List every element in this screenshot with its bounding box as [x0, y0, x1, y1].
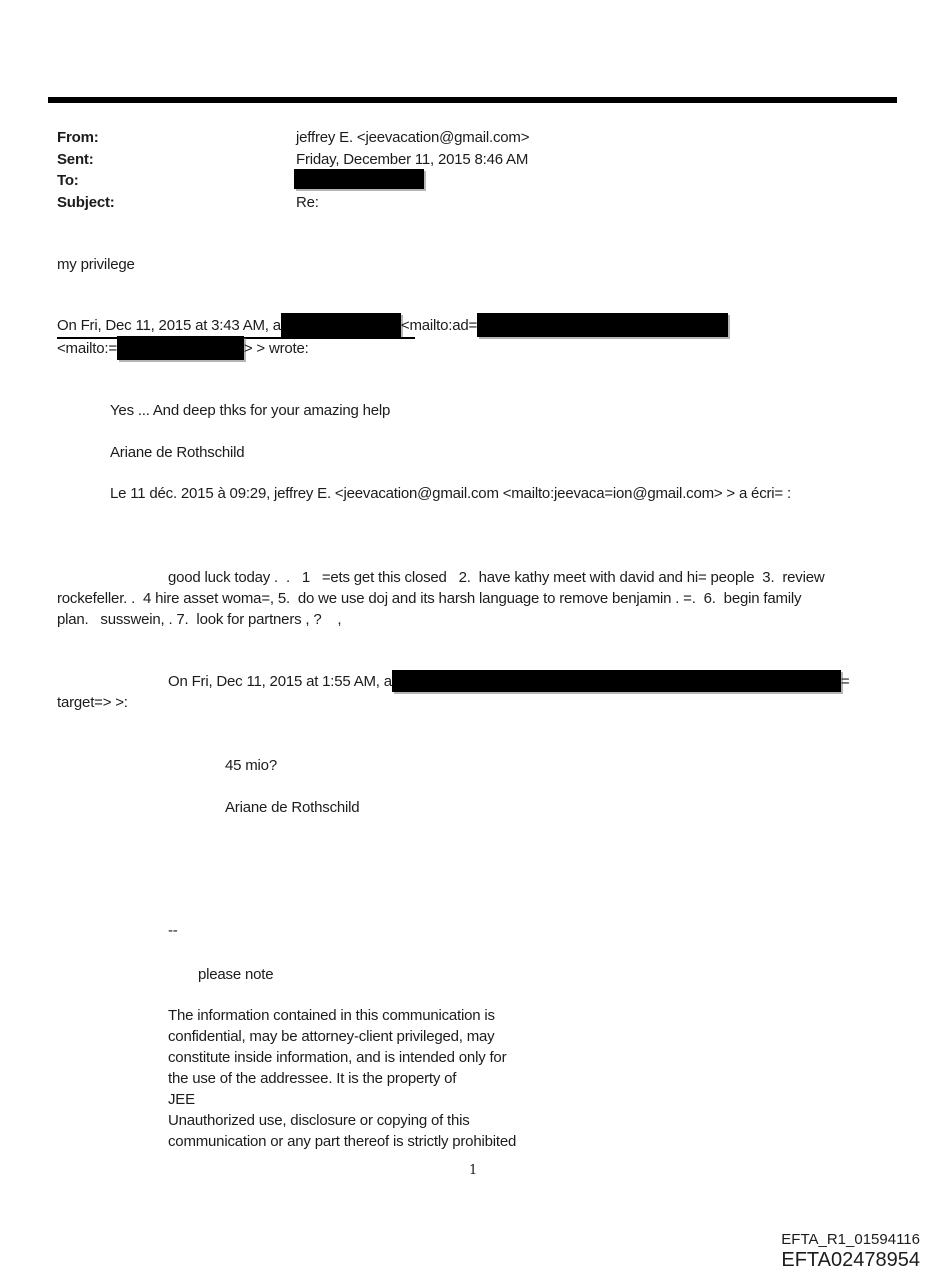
jeffrey-msg-line2: rockefeller. . 4 hire asset woma=, 5. do we use doj and its harsh language to remove benjamin . =. 6. begin family — [57, 590, 802, 607]
jeffrey-msg-line1: good luck today . . 1 =ets get this closed 2. have kathy meet with david and hi= people 3. review — [168, 569, 825, 586]
to-label: To: — [57, 172, 79, 189]
bates-number-top: EFTA_R1_01594116 — [781, 1231, 920, 1248]
disclaimer-line: communication or any part thereof is strictly prohibited — [168, 1133, 517, 1150]
from-label: From: — [57, 129, 99, 146]
quote2-line1-pre: On Fri, Dec 11, 2015 at 1:55 AM, a — [168, 672, 392, 690]
bates-number-bottom: EFTA02478954 — [781, 1249, 920, 1271]
reply1-quote-header: Le 11 déc. 2015 à 09:29, jeffrey E. <jeevacation@gmail.com <mailto:jeevaca=ion@gmail.com> > a écri= : — [110, 485, 791, 502]
quote2-line2: target=> >: — [57, 694, 128, 711]
disclaimer-line: Unauthorized use, disclosure or copying of this — [168, 1112, 470, 1129]
redaction-bar — [281, 313, 401, 337]
quote2-line1 — [168, 669, 849, 693]
from-value: jeffrey E. <jeevacation@gmail.com> — [296, 129, 530, 146]
redaction-bar — [117, 336, 244, 360]
reply1-text: Yes ... And deep thks for your amazing help — [110, 402, 391, 419]
subject-value: Re: — [296, 194, 319, 211]
signature-divider: -- — [168, 922, 178, 939]
reply2-signature: Ariane de Rothschild — [225, 799, 360, 816]
to-redaction-bar — [294, 169, 424, 189]
quote1-line2-post: > > wrote: — [243, 339, 309, 357]
quote1-line2-pre: <mailto:= — [57, 339, 117, 357]
disclaimer-line: the use of the addressee. It is the property of — [168, 1070, 457, 1087]
sent-value: Friday, December 11, 2015 8:46 AM — [296, 151, 529, 168]
quote2-line1-post: = — [840, 672, 850, 690]
subject-label: Subject: — [57, 194, 115, 211]
page-number: 1 — [469, 1163, 478, 1178]
quote1-line1-pre: On Fri, Dec 11, 2015 at 3:43 AM, a — [57, 316, 281, 334]
redaction-bar — [477, 313, 728, 337]
sent-label: Sent: — [57, 151, 94, 168]
redaction-bar — [392, 670, 841, 692]
quote1-line2 — [57, 336, 309, 360]
reply2-text: 45 mio? — [225, 757, 277, 774]
disclaimer-line: The information contained in this communication is — [168, 1007, 495, 1024]
note-header: please note — [198, 966, 274, 983]
reply1-signature: Ariane de Rothschild — [110, 444, 245, 461]
quote1-line1 — [57, 313, 728, 337]
body-intro: my privilege — [57, 256, 135, 273]
top-divider-rule — [48, 97, 897, 103]
disclaimer-line: constitute inside information, and is intended only for — [168, 1049, 507, 1066]
jeffrey-msg-line3: plan. susswein, . 7. look for partners , ? , — [57, 611, 342, 628]
quote1-line1-mid: <mailto:ad= — [400, 316, 478, 334]
disclaimer-line: JEE — [168, 1091, 195, 1108]
disclaimer-line: confidential, may be attorney-client privileged, may — [168, 1028, 495, 1045]
